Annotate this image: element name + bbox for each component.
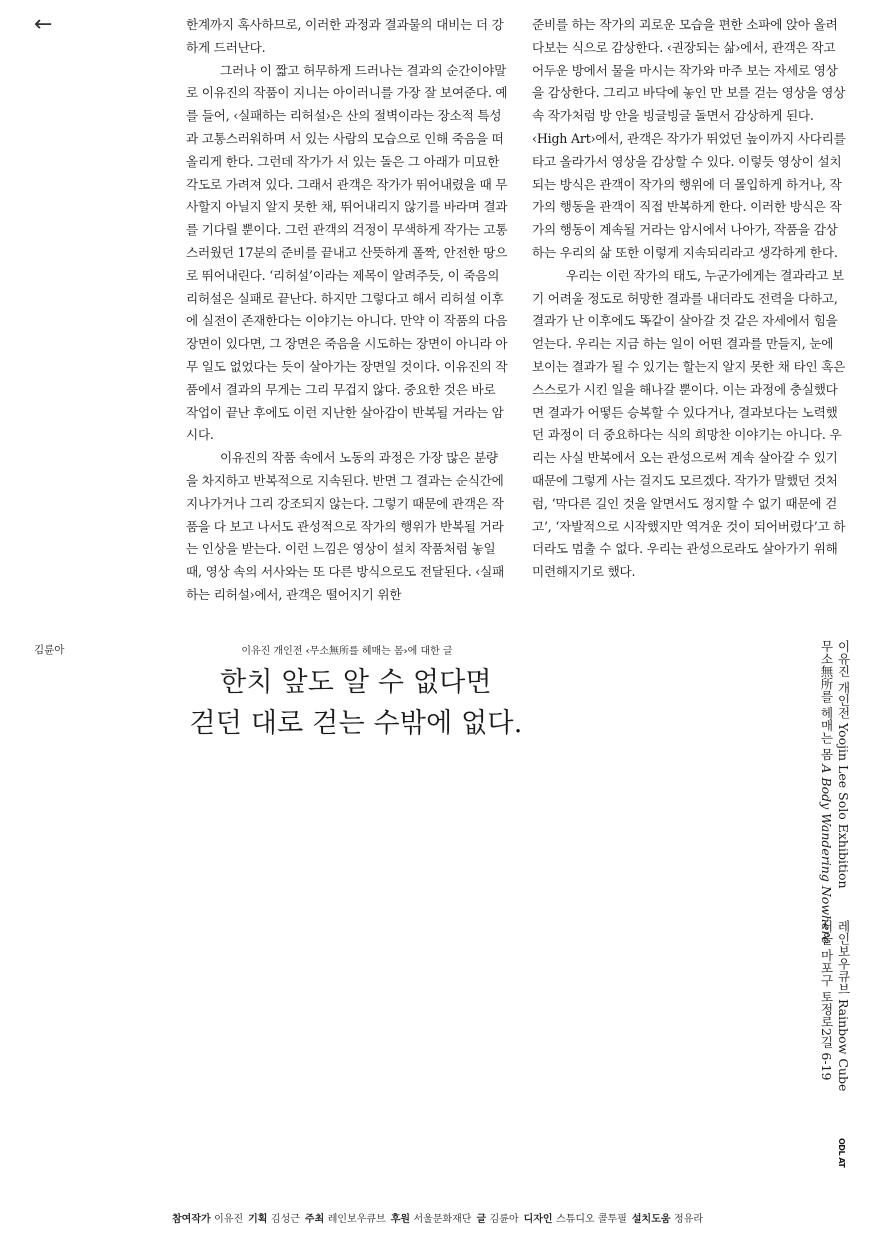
credit-value: 김성근: [270, 1214, 300, 1225]
title-line-2: 걷던 대로 걷는 수밖에 없다.: [189, 708, 523, 739]
article-title: [186, 662, 526, 744]
exhibition-title: 이유진 개인전 Yoojin Lee Solo Exhibition: [836, 640, 851, 889]
exhibition-info: [818, 640, 852, 944]
paragraph: 이유진의 작품 속에서 노동의 과정은 가장 많은 분량을 차지하고 반복적으로 지속된다. 반면 그 결과는 순식간에 지나가거나 그리 강조되지 않는다. 그렇기 때문에 관객은 작품을 다 보고 나서도 관성적으로 작가의 행위가 반복될 거라는 인상을 받는다. 이런 느낌은 영상이 설치 작품처럼 놓일 때, 영상 속의 서사와는 또 다른 방식으로도 전달된다. ‹실패하는 리허설›에서, 관객은 떨어지기 위한: [186, 450, 505, 602]
credit-value: 이유진: [214, 1214, 244, 1225]
venue-name: 레인보우큐브 Rainbow Cube: [836, 920, 851, 1092]
paragraph: 한계까지 혹사하므로, 이러한 과정과 결과물의 대비는 더 강하게 드러난다.: [186, 17, 504, 55]
article-column-right: [532, 14, 848, 584]
back-arrow-icon[interactable]: ←: [34, 12, 53, 37]
exhibition-subtitle: 무소無所를 헤매는 몸 A Body Wandering Nowhere: [819, 640, 834, 944]
article-subtitle: 이유진 개인전 ‹무소無所를 헤매는 몸›에 대한 글: [241, 646, 453, 657]
credit-label: 참여작가: [172, 1214, 215, 1225]
credit-label: 후원: [390, 1214, 414, 1225]
credit-label: 설치도움: [631, 1214, 675, 1225]
credit-label: 글: [476, 1214, 490, 1225]
author-name: 김륜아: [34, 644, 65, 656]
credit-value: 스튜디오 콜투필: [556, 1214, 627, 1225]
studio-logo: ODL AT: [837, 1138, 846, 1168]
credit-value: 정유라: [674, 1214, 703, 1225]
credit-value: 김륜아: [489, 1214, 519, 1225]
paragraph: 준비를 하는 작가의 괴로운 모습을 편한 소파에 앉아 올려다보는 식으로 감상한다. ‹권장되는 삶›에서, 관객은 작고 어두운 방에서 물을 마시는 작가와 마주 보는 자세로 영상을 감상한다. 그리고 바닥에 놓인 만 보를 걷는 영상을 영상 속 작가처럼 방 안을 빙글빙글 돌면서 감상하게 된다. ‹High Art›에서, 관객은 작가가 뛰었던 높이까지 사다리를 타고 올라가서 영상을 감상할 수 있다. 이렇듯 영상이 설치되는 방식은 관객이 작가의 행위에 더 몰입하게 하거나, 작가의 행동을 관객이 직접 반복하게 한다. 이러한 방식은 작가의 행동이 계속될 거라는 암시에서 나아가, 작품을 감상하는 우리의 삶 또한 이렇게 지속되리라고 생각하게 한다.: [532, 17, 846, 260]
article-column-left: [186, 14, 508, 607]
credit-value: 서울문화재단: [413, 1214, 472, 1225]
credit-value: 레인보우큐브: [327, 1214, 386, 1225]
venue-info: [818, 920, 852, 1091]
credit-label: 주최: [304, 1214, 328, 1225]
credit-label: 디자인: [523, 1214, 557, 1225]
title-line-1: 한치 앞도 알 수 없다면: [220, 667, 492, 698]
venue-address: 서울 마포구 토정로2길 6-19: [819, 920, 834, 1081]
credit-label: 기획: [248, 1214, 271, 1225]
paragraph: 우리는 이런 작가의 태도, 누군가에게는 결과라고 보기 어려울 정도로 허망한 결과를 내더라도 전력을 다하고, 결과가 난 이후에도 똑같이 살아갈 것 같은 자세에서 힘을 얻는다. 우리는 지금 하는 일이 어떤 결과를 만들지, 눈에 보이는 결과가 될 수 있기는 할는지 알지 못한 채 타인 혹은 스스로가 시킨 일을 해나갈 뿐이다. 이는 과정에 충실했다면 결과가 어떻든 승복할 수 있다거나, 결과보다는 노력했던 과정이 더 중요하다는 식의 희망찬 이야기는 아니다. 우리는 사실 반복에서 오는 관성으로써 계속 살아갈 수 있기 때문에 그렇게 사는 걸지도 모르겠다. 작가가 말했던 것처럼, ‘막다른 길인 것을 알면서도 정지할 수 없기 때문에 걷고’, ‘자발적으로 시작했지만 역겨운 것이 되어버렸다’고 하더라도 멈출 수 없다. 우리는 관성으로라도 살아가기 위해 미련해지기로 했다.: [532, 267, 846, 580]
paragraph: 그러나 이 짧고 허무하게 드러나는 결과의 순간이야말로 이유진의 작품이 지니는 아이러니를 가장 잘 보여준다. 예를 들어, ‹실패하는 리허설›은 산의 절벽이라는 장소적 특성과 고통스러워하며 서 있는 사람의 모습으로 인해 죽음을 떠올리게 한다. 그런데 작가가 서 있는 돌은 그 아래가 미묘한 각도로 가려져 있다. 그래서 관객은 작가가 뛰어내렸을 때 무사할지 아닐지 알지 못한 채, 뛰어내리지 않기를 바라며 결과를 기다릴 뿐이다. 그런 관객의 걱정이 무색하게 작가는 고통스러웠던 17분의 준비를 끝내고 산뜻하게 폴짝, 안전한 땅으로 뛰어내린다. ‘리허설’이라는 제목이 알려주듯, 이 죽음의 리허설은 실패로 끝난다. 하지만 그렇다고 해서 리허설 이후에 실전이 존재한다는 이야기는 아니다. 만약 이 작품의 다음 장면이 있다면, 그 장면은 죽음을 시도하는 장면이 아니라 아무 일도 없었다는 듯이 살아가는 장면일 것이다. 이유진의 작품에서 결과의 무게는 그리 무겁지 않다. 중요한 것은 바로 작업이 끝난 후에도 이런 지난한 살아감이 반복될 거라는 암시다.: [186, 62, 508, 443]
credits-line: [0, 1210, 880, 1225]
